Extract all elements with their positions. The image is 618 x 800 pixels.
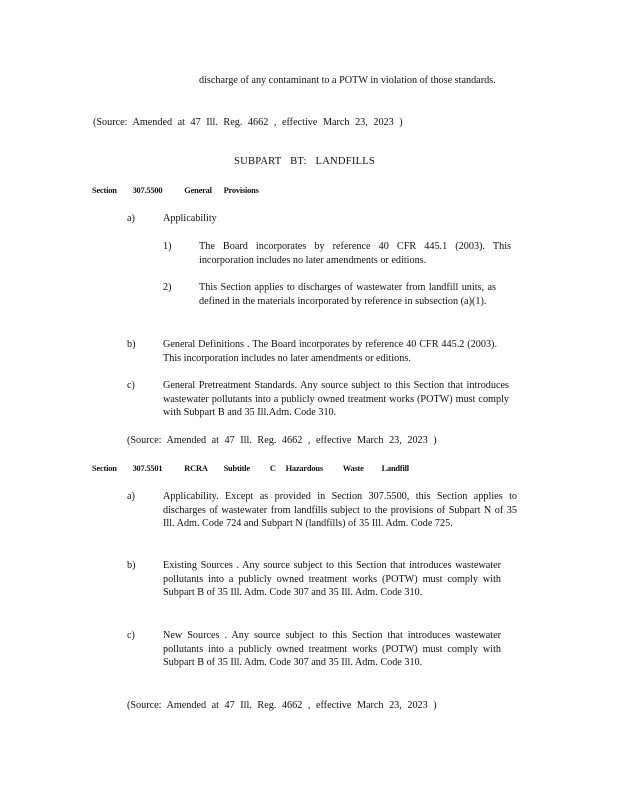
source-note: (Source: Amended at 47 Ill. Reg. 4662 , effective March 23, 2023 ) — [93, 117, 403, 128]
item-text: Existing Sources . Any source subject to this Section that introduces wastewater pollutants into a publicly owned treatment works (POTW) must comply with Subpart B of 35 Ill. Adm. Code 307 and 35 Ill. Adm. Code 310. — [163, 560, 501, 599]
item-label: a) — [127, 213, 135, 224]
section-number: 307.5501 — [132, 464, 163, 473]
section-title-word: Subtitle — [223, 464, 250, 473]
item-label: c) — [127, 630, 135, 641]
section-word: Section — [92, 186, 117, 195]
subpart-title: SUBPART BT: LANDFILLS — [234, 156, 376, 167]
item-text: New Sources . Any source subject to this Section that introduces wastewater pollutants into a publicly owned treatment works (POTW) must comply with Subpart B of 35 Ill. Adm. Code 307 and 35 Ill. Adm. Code 310. — [163, 630, 501, 669]
section-heading — [92, 186, 259, 195]
item-label: c) — [127, 380, 135, 391]
item-text: General Pretreatment Standards. Any source subject to this Section that introduces wastewater pollutants into a publicly owned treatment works (POTW) must comply with Subpart B and 35 Ill.Adm. Code 310. — [163, 380, 509, 419]
section-title-word: Waste — [342, 464, 364, 473]
item-heading: Applicability — [163, 213, 217, 224]
source-note: (Source: Amended at 47 Ill. Reg. 4662 , effective March 23, 2023 ) — [127, 435, 437, 446]
item-label: b) — [127, 339, 136, 350]
section-title-word: Landfill — [381, 464, 409, 473]
subitem-text: This Section applies to discharges of wastewater from landfill units, as defined in the materials incorporated by reference in subsection (a)(1). — [199, 282, 496, 307]
section-heading — [92, 464, 409, 473]
section-word: Section — [92, 464, 117, 473]
continued-paragraph: discharge of any contaminant to a POTW in violation of those standards. — [199, 75, 496, 86]
subitem-text: The Board incorporates by reference 40 CFR 445.1 (2003). This incorporation includes no later amendments or editions. — [199, 241, 511, 266]
subitem-label: 1) — [163, 241, 172, 252]
section-title-word: C — [269, 464, 276, 473]
item-text: General Definitions . The Board incorporates by reference 40 CFR 445.2 (2003). This incorporation includes no later amendments or editions. — [163, 339, 497, 364]
section-title: General Provisions — [184, 186, 259, 195]
source-note: (Source: Amended at 47 Ill. Reg. 4662 , effective March 23, 2023 ) — [127, 700, 437, 711]
subitem-label: 2) — [163, 282, 172, 293]
section-title-word: Hazardous — [285, 464, 323, 473]
item-text: Applicability. Except as provided in Section 307.5500, this Section applies to discharges of wastewater from landfills subject to the provisions of Subpart N of 35 Ill. Adm. Code 724 and Subpart N (landfills) of 35 Ill. Adm. Code 725. — [163, 491, 517, 530]
section-title-word: RCRA — [184, 464, 208, 473]
item-label: a) — [127, 491, 135, 502]
item-label: b) — [127, 560, 136, 571]
section-number: 307.5500 — [132, 186, 163, 195]
